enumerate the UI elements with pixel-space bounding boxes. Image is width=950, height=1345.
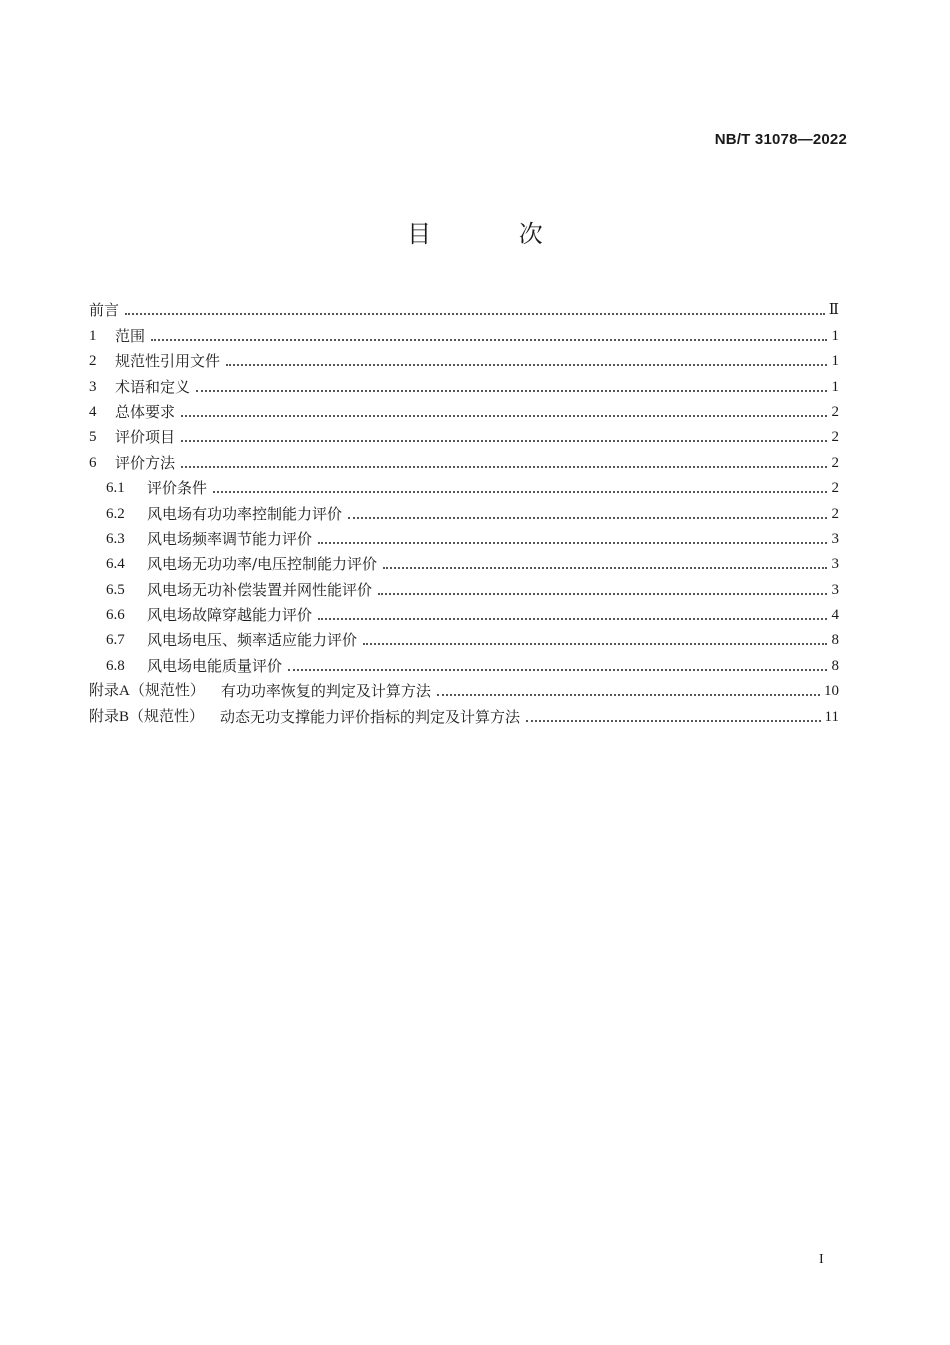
- toc-leader-dots: [181, 415, 827, 417]
- toc-title: 目 次: [407, 220, 583, 248]
- toc-entry-page: 3: [831, 530, 839, 547]
- toc-entry[interactable]: [89, 649, 839, 674]
- toc-leader-dots: [125, 313, 825, 315]
- standard-code: NB/T 31078—2022: [714, 131, 847, 148]
- toc-entry-number: 附录A（规范性）: [89, 683, 205, 700]
- toc-entry[interactable]: [89, 345, 839, 370]
- toc-entry-title: 风电场有功功率控制能力评价: [147, 504, 343, 523]
- toc-entry-title: 风电场故障穿越能力评价: [147, 606, 313, 625]
- toc-entry-number: 附录B（规范性）: [89, 708, 205, 725]
- toc-entry-title: 术语和定义: [115, 377, 191, 396]
- toc-entry-page: 8: [831, 632, 839, 649]
- toc-entry-title: 动态无功支撑能力评价指标的判定及计算方法: [220, 707, 521, 726]
- toc-entry-page: 1: [831, 378, 839, 395]
- toc-entry-number: 5: [89, 429, 97, 446]
- page-number: I: [819, 1252, 824, 1267]
- toc-leader-dots: [363, 643, 827, 645]
- toc-entry-title: 风电场无功功率/电压控制能力评价: [147, 555, 378, 574]
- toc-entry[interactable]: [89, 624, 839, 649]
- toc-leader-dots: [226, 364, 827, 366]
- toc-entry-page: 2: [831, 429, 839, 446]
- toc-entry-page: 2: [831, 480, 839, 497]
- toc-entry-page: 3: [831, 581, 839, 598]
- toc-leader-dots: [348, 517, 827, 519]
- toc-entry[interactable]: [89, 523, 839, 548]
- toc-entry-number: 1: [89, 327, 97, 344]
- toc-entry-title: 总体要求: [115, 402, 176, 421]
- toc-entry[interactable]: [89, 675, 839, 700]
- toc-entry-number: 6.8: [106, 657, 125, 674]
- toc-entry-title: 有功功率恢复的判定及计算方法: [220, 682, 431, 701]
- toc-entry-title: 评价项目: [115, 428, 176, 447]
- toc-entry-title: 规范性引用文件: [115, 352, 221, 371]
- toc-entry-page: 3: [831, 556, 839, 573]
- toc-entry[interactable]: [89, 370, 839, 395]
- toc-entry-page: 8: [831, 657, 839, 674]
- toc-leader-dots: [196, 390, 827, 392]
- toc-entry[interactable]: [89, 700, 839, 725]
- toc-leader-dots: [318, 618, 827, 620]
- toc-entry-number: 6.7: [106, 632, 125, 649]
- toc-entry-page: 1: [831, 353, 839, 370]
- toc-entry-number: 6.5: [106, 581, 125, 598]
- toc-entry-page: Ⅱ: [828, 302, 839, 319]
- toc-entry[interactable]: [89, 472, 839, 497]
- toc-leader-dots: [437, 694, 820, 696]
- toc-leader-dots: [181, 466, 827, 468]
- toc-entry[interactable]: [89, 294, 839, 319]
- toc-entry-title: 前言: [89, 301, 120, 320]
- toc-entry[interactable]: [89, 446, 839, 471]
- toc-entry-number: 6.1: [106, 480, 125, 497]
- toc-entry-title: 风电场电压、频率适应能力评价: [147, 631, 358, 650]
- toc-entry-title: 范围: [115, 326, 146, 345]
- toc-leader-dots: [213, 491, 827, 493]
- toc-leader-dots: [288, 669, 827, 671]
- toc-entry-number: 6.4: [106, 556, 125, 573]
- toc-entry-page: 10: [824, 683, 839, 700]
- toc-entry[interactable]: [89, 396, 839, 421]
- toc-entry-page: 2: [831, 403, 839, 420]
- toc-entry-number: 6: [89, 454, 97, 471]
- toc-entry-number: 2: [89, 353, 97, 370]
- toc-leader-dots: [378, 593, 827, 595]
- toc-leader-dots: [526, 720, 821, 722]
- toc-entry[interactable]: [89, 548, 839, 573]
- toc-entry-page: 11: [824, 708, 839, 725]
- toc-entry-number: 6.6: [106, 607, 125, 624]
- toc-entry-title: 风电场电能质量评价: [147, 656, 283, 675]
- toc-entry-title: 评价方法: [115, 453, 176, 472]
- toc-leader-dots: [383, 567, 827, 569]
- toc-entry[interactable]: [89, 573, 839, 598]
- toc-leader-dots: [151, 339, 827, 341]
- toc-entry-title: 风电场无功补偿装置并网性能评价: [147, 580, 373, 599]
- toc-entry[interactable]: [89, 599, 839, 624]
- toc-entry-number: 6.3: [106, 530, 125, 547]
- toc-entry[interactable]: [89, 319, 839, 344]
- toc-leader-dots: [318, 542, 827, 544]
- toc-entry[interactable]: [89, 421, 839, 446]
- toc-entry-number: 3: [89, 378, 97, 395]
- toc-entry-title: 评价条件: [147, 479, 208, 498]
- toc-entry-page: 1: [831, 327, 839, 344]
- toc-entry-number: 4: [89, 403, 97, 420]
- toc-entry[interactable]: [89, 497, 839, 522]
- toc-list: [89, 294, 839, 726]
- toc-entry-page: 2: [831, 454, 839, 471]
- toc-leader-dots: [181, 440, 827, 442]
- toc-entry-page: 4: [831, 607, 839, 624]
- toc-entry-title: 风电场频率调节能力评价: [147, 529, 313, 548]
- toc-entry-number: 6.2: [106, 505, 125, 522]
- toc-entry-page: 2: [831, 505, 839, 522]
